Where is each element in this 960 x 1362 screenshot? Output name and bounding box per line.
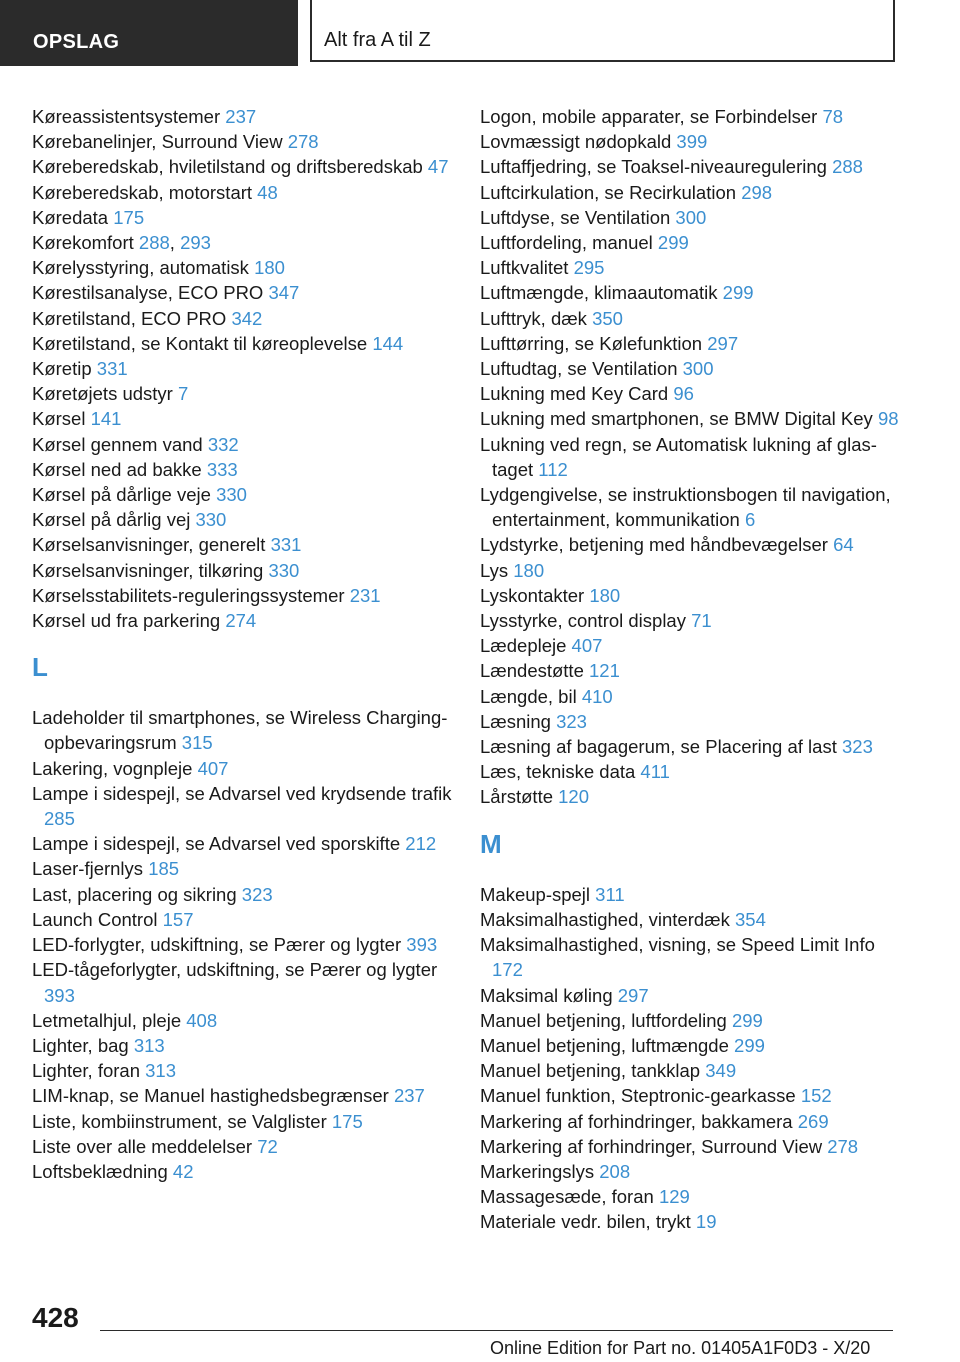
index-term: LED-tågeforlygter, udskiftning, se Pærer og lygter [32,959,438,981]
index-term: Loftsbeklædning [32,1160,168,1182]
page-ref-link[interactable]: 185 [148,858,180,880]
index-term: Lårstøtte [480,786,553,808]
index-entry [480,532,900,557]
page-ref-link[interactable]: 48 [257,181,278,203]
index-term: Laser-fjernlys [32,858,144,880]
index-term: Køredata [32,206,109,228]
page-ref-link[interactable]: 78 [822,106,844,127]
index-term: Markeringslys [480,1160,595,1182]
footer-divider [100,1330,893,1331]
page-ref-link[interactable]: 331 [270,534,302,556]
index-entry [32,180,452,205]
index-term: Køretip [32,358,92,380]
index-entry [480,658,900,683]
index-term: Maksimalhastighed, vinterdæk [480,908,730,930]
index-term: Lædepleje [480,635,567,657]
index-entry [32,1033,452,1058]
index-entry [480,1008,900,1033]
page-ref-link[interactable]: 42 [172,1160,194,1182]
page-ref-link[interactable]: 407 [197,757,229,779]
page-ref-link[interactable]: 393 [406,934,438,956]
edition-note: Online Edition for Part no. 01405A1F0D3 - X/20 [490,1338,871,1358]
index-entry [480,684,900,709]
index-entry [480,1159,900,1184]
index-term: Kørebanelinjer, Surround View [32,131,283,153]
page-ref-link[interactable]: 288 [138,232,170,254]
index-entry [32,331,452,356]
page-ref-link[interactable]: 333 [206,458,238,480]
index-term: Logon, mobile apparater, se Forbindelser [480,106,818,127]
index-entry [32,406,452,431]
index-entry [480,255,900,280]
index-entry [32,831,452,856]
index-entry [480,280,900,305]
index-term: Lufttørring, se Kølefunktion [480,332,703,354]
index-entry [480,356,900,381]
index-term: Lighter, bag [32,1034,129,1056]
index-term: Luftdyse, se Ventilation [480,206,671,228]
page-ref-link[interactable]: 175 [113,206,145,228]
index-term: LED-forlygter, udskiftning, se Pærer og lygter [32,934,402,956]
page-ref-link[interactable]: 112 [538,458,568,480]
index-entry [480,406,900,431]
page-ref-link[interactable]: 141 [90,408,122,430]
page-ref-link[interactable]: 299 [731,1009,763,1031]
page-ref-link[interactable]: 323 [241,883,273,905]
page-ref-link[interactable]: 71 [691,610,712,632]
index-entry [480,907,900,932]
page-ref-link[interactable]: 299 [657,232,689,254]
index-entry [480,583,900,608]
index-entry [32,1159,452,1184]
index-term: Lufttryk, dæk [480,307,587,329]
index-entry [32,255,452,280]
index-term: Lydstyrke, betjening med håndbevægelser [480,534,828,556]
index-entry [32,1134,452,1159]
index-term: Lys [480,559,509,581]
index-term: Materiale vedr. bilen, trykt [480,1211,691,1233]
index-term: Luftkvalitet [480,257,569,279]
section-tab: OPSLAG [0,0,298,66]
index-term: Lighter, foran [32,1060,140,1082]
index-entry [32,882,452,907]
page-ref-link[interactable]: 323 [556,710,587,732]
page-header [0,0,960,66]
index-entry [480,1134,900,1159]
index-entry [480,633,900,658]
page-ref-link[interactable]: 19 [695,1211,717,1233]
index-term: Makeup-spejl [480,883,591,905]
section-letter: L [32,652,48,683]
index-term: Launch Control [32,908,158,930]
index-term: Markering af forhindringer, bakkamera [480,1110,793,1132]
index-term: Kørelysstyring, automatisk [32,257,249,279]
index-term: Køretilstand, se Kontakt til køreoplevelse [32,332,368,354]
index-term: Manuel funktion, Steptronic-gearkasse [480,1085,796,1107]
page-ref-link[interactable]: 323 [842,736,873,758]
page-ref-link[interactable]: 172 [492,959,523,981]
index-column-right [480,104,900,1235]
index-entry [480,983,900,1008]
page-ref-link[interactable]: 175 [331,1110,363,1132]
page-ref-link[interactable]: 297 [707,332,739,354]
page-ref-link[interactable]: 393 [44,984,75,1006]
page-ref-link[interactable]: 313 [145,1060,177,1082]
page-ref-link[interactable]: 6 [744,509,756,531]
index-term: Kørsel [32,408,86,430]
index-entry [480,1033,900,1058]
page-ref-link[interactable]: 313 [133,1034,165,1056]
page-ref-link[interactable]: 121 [589,660,620,682]
page-ref-link[interactable]: 180 [589,584,621,606]
index-entry [480,104,900,129]
page-ref-link[interactable]: 315 [181,732,213,754]
index-term: Kørselsanvisninger, tilkøring [32,559,264,581]
index-term: Læsning [480,710,551,732]
index-entry [32,432,452,457]
index-entry [32,507,452,532]
page-ref-link[interactable]: 180 [513,559,545,581]
index-term: Lændestøtte [480,660,584,682]
index-entry [480,759,900,784]
page-ref-link[interactable]: 295 [573,257,605,279]
index-term: Liste, kombiinstrument, se Valglister [32,1110,327,1132]
page-ref-link[interactable]: 212 [405,833,437,855]
page-ref-link[interactable]: 330 [195,509,227,531]
page-ref-link[interactable]: 64 [833,534,854,556]
index-entry [32,957,452,1007]
index-term: Massagesæde, foran [480,1186,654,1208]
index-entry [480,734,900,759]
page-ref-link[interactable]: 269 [797,1110,829,1132]
page-ref-link[interactable]: 274 [225,610,257,632]
index-term: Længde, bil [480,685,577,707]
page-ref-link[interactable]: 299 [734,1034,765,1056]
page-ref-link[interactable]: 129 [658,1186,690,1208]
page-ref-link[interactable]: 330 [216,484,247,506]
index-entry [32,129,452,154]
page-ref-link[interactable]: 311 [595,883,625,905]
index-term: Manuel betjening, tankklap [480,1060,701,1082]
index-entry [32,1083,452,1108]
index-term: Lydgengivelse, se instruktionsbogen til navigation, entertainment, kommunikation [480,484,891,531]
index-entry [480,608,900,633]
index-term: Luftfordeling, manuel [480,232,653,254]
page-number: 428 [32,1302,79,1333]
index-entry [32,781,452,831]
index-term: Ladeholder til smartphones, se Wireless Charging-opbevaringsrum [32,707,448,754]
page-ref-link[interactable]: 300 [682,358,714,380]
page-ref-link[interactable]: 300 [675,206,707,228]
index-entry [32,306,452,331]
index-term: Kørsel ned ad bakke [32,458,202,480]
index-term: Kørsel ud fra parkering [32,610,221,632]
page-ref-link[interactable]: 278 [827,1135,859,1157]
page-ref-link[interactable]: 410 [581,685,613,707]
index-term: Lampe i sidespejl, se Advarsel ved krydsende trafik [32,782,452,804]
index-term: Kørestilsanalyse, ECO PRO [32,282,264,304]
index-term: Læs, tekniske data [480,761,636,783]
index-entry [32,583,452,608]
index-entry [480,381,900,406]
index-term: Lovmæssigt nødopkald [480,131,672,153]
index-term: Kørekomfort [32,232,134,254]
index-entry [480,482,900,532]
index-term: Letmetalhjul, pleje [32,1009,182,1031]
page-ref-link[interactable]: 288 [832,156,863,178]
page-ref-link[interactable]: 98 [877,408,899,430]
page-ref-link[interactable]: 208 [599,1160,631,1182]
index-entry [32,932,452,957]
page-ref-link[interactable]: 331 [96,358,128,380]
index-term: Køreassistentsystemer [32,106,221,127]
index-entry [32,1058,452,1083]
page-ref-link[interactable]: 407 [571,635,603,657]
index-term: Kørsel gennem vand [32,433,203,455]
page-ref-link[interactable]: 411 [640,761,670,783]
page-ref-link[interactable]: 157 [162,908,194,930]
index-term: Køreberedskab, hviletilstand og driftsberedskab [32,156,423,178]
index-term: Luftmængde, klimaautomatik [480,282,718,304]
page-ref-link[interactable]: 96 [673,383,694,405]
index-entry [480,1209,900,1234]
page-ref-link[interactable]: 180 [254,257,285,279]
index-term: Lukning med Key Card [480,383,669,405]
index-term: Køretøjets udstyr [32,383,173,405]
index-term: Køretilstand, ECO PRO [32,307,227,329]
index-entry [32,608,452,633]
index-entry [480,558,900,583]
index-term: Køreberedskab, motorstart [32,181,253,203]
index-entry [32,280,452,305]
page-ref-link[interactable]: 330 [268,559,300,581]
index-entry [32,705,452,755]
index-entry [480,306,900,331]
index-entry [32,104,452,129]
index-entry [480,784,900,809]
page-ref-link[interactable]: 342 [231,307,263,329]
page-ref-link[interactable]: 347 [268,282,300,304]
index-entry [480,432,900,482]
page-ref-link[interactable]: 408 [186,1009,218,1031]
page-ref-link[interactable]: 47 [427,156,449,178]
page-ref-link[interactable]: 349 [705,1060,737,1082]
index-entry [480,882,900,907]
page-ref-link[interactable]: 231 [349,584,381,606]
index-entry [480,129,900,154]
index-entry [480,1058,900,1083]
page-ref-link[interactable]: 144 [372,332,404,354]
page-ref-link[interactable]: 120 [558,786,590,808]
index-entry [32,856,452,881]
index-entry [480,932,900,982]
index-entry [480,331,900,356]
index-entry [32,907,452,932]
index-entry [32,154,452,179]
index-term: Lukning med smartphonen, se BMW Digital Key [480,408,873,430]
index-entry [480,230,900,255]
page-ref-link[interactable]: 350 [592,307,623,329]
index-entry [32,205,452,230]
index-term: Markering af forhindringer, Surround View [480,1135,823,1157]
index-term: Luftcirkulation, se Recirkulation [480,181,737,203]
index-entry [32,482,452,507]
index-term: LIM-knap, se Manuel hastighedsbegrænser [32,1085,389,1107]
page-ref-link[interactable]: 293 [180,232,211,254]
index-term: Kørsel på dårlig vej [32,509,191,531]
page-ref-link[interactable]: 299 [722,282,754,304]
index-entry [480,1083,900,1108]
index-term: Manuel betjening, luftfordeling [480,1009,727,1031]
index-entry [480,1184,900,1209]
index-term: Lukning ved regn, se Automatisk lukning af glastaget [480,433,877,480]
index-term: Lyskontakter [480,584,585,606]
index-entry [32,1008,452,1033]
index-term: Luftaffjedring, se Toaksel-niveauregulering [480,156,827,178]
index-entry [32,756,452,781]
page-ref-link[interactable]: 332 [207,433,239,455]
index-entry [480,1109,900,1134]
index-column-left [32,104,452,1184]
index-entry [32,381,452,406]
index-term: Lampe i sidespejl, se Advarsel ved sporskifte [32,833,401,855]
index-entry [32,558,452,583]
index-term: Kørsel på dårlige veje [32,484,211,506]
index-entry [32,532,452,557]
section-title: Alt fra A til Z [310,0,895,62]
section-letter: M [480,828,502,859]
page-ref-link[interactable]: 297 [617,984,649,1006]
index-term: Last, placering og sikring [32,883,237,905]
index-term: Manuel betjening, luftmængde [480,1034,729,1056]
index-term: Kørselsstabilitets-reguleringssystemer [32,584,345,606]
index-entry [480,709,900,734]
index-term: Liste over alle meddelelser [32,1135,253,1157]
index-entry [480,205,900,230]
index-entry [32,1109,452,1134]
index-term: Maksimal køling [480,984,613,1006]
index-entry [32,457,452,482]
page-ref-link[interactable]: 152 [800,1085,832,1107]
index-entry [480,180,900,205]
page-ref-link[interactable]: 278 [287,131,319,153]
index-entry [480,154,900,179]
index-term: Læsning af bagagerum, se Placering af last [480,736,837,758]
page-ref-link[interactable]: 399 [676,131,708,153]
index-term: Maksimalhastighed, visning, se Speed Limit Info [480,934,875,956]
page-ref-link[interactable]: 237 [225,106,257,127]
page-ref-link[interactable]: 354 [735,908,766,930]
index-term: Luftudtag, se Ventilation [480,358,678,380]
page-ref-link[interactable]: 298 [741,181,773,203]
index-entry: Kørekomfort 288, 293 [32,232,211,254]
page-ref-link[interactable]: 7 [177,383,189,405]
page-ref-link[interactable]: 72 [257,1135,278,1157]
index-term: Kørselsanvisninger, generelt [32,534,266,556]
index-entry [32,356,452,381]
page-ref-link[interactable]: 285 [44,808,75,830]
page-ref-link[interactable]: 237 [393,1085,425,1107]
index-term: Lakering, vognpleje [32,757,193,779]
index-term: Lysstyrke, control display [480,610,686,632]
